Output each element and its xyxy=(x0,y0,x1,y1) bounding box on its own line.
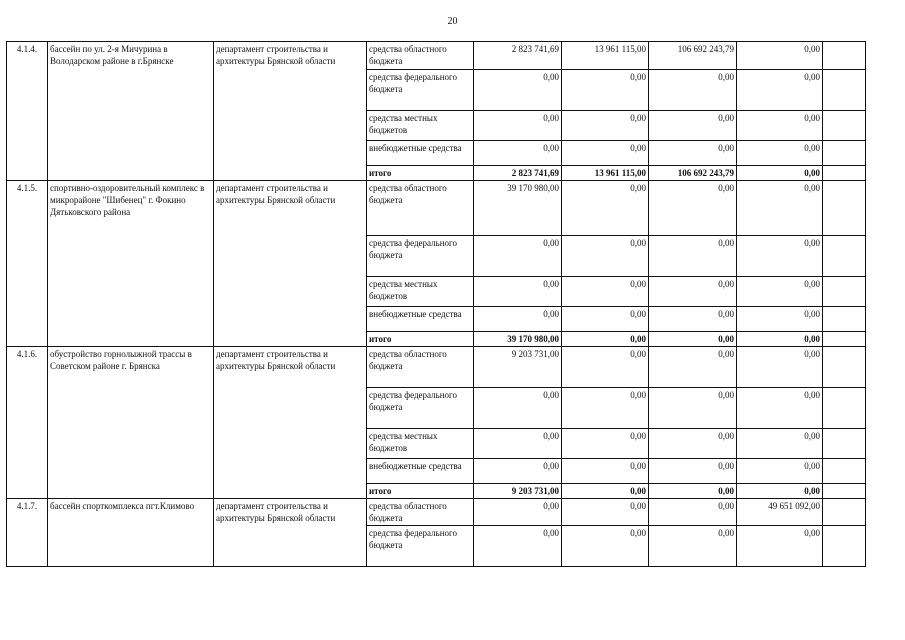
object-name: бассейн по ул. 2-я Мичурина в Володарском районе в г.Брянске xyxy=(48,42,214,181)
value-cell: 0,00 xyxy=(737,484,823,499)
source-label: внебюджетные средства xyxy=(367,141,474,166)
empty-cell xyxy=(823,236,866,277)
value-cell: 0,00 xyxy=(737,347,823,388)
empty-cell xyxy=(823,429,866,459)
value-cell: 0,00 xyxy=(474,429,562,459)
row-index: 4.1.7. xyxy=(7,499,48,567)
executor: департамент строительства и архитектуры Брянской области xyxy=(214,181,367,347)
value-cell: 9 203 731,00 xyxy=(474,484,562,499)
value-cell: 2 823 741,69 xyxy=(474,42,562,70)
empty-cell xyxy=(823,347,866,388)
value-cell: 0,00 xyxy=(649,236,737,277)
value-cell: 0,00 xyxy=(562,141,649,166)
value-cell: 0,00 xyxy=(649,70,737,111)
value-cell: 0,00 xyxy=(474,236,562,277)
empty-cell xyxy=(823,70,866,111)
value-cell: 39 170 980,00 xyxy=(474,332,562,347)
row-index: 4.1.4. xyxy=(7,42,48,181)
empty-cell xyxy=(823,459,866,484)
value-cell: 0,00 xyxy=(649,181,737,236)
value-cell: 0,00 xyxy=(562,332,649,347)
row-index: 4.1.5. xyxy=(7,181,48,347)
value-cell: 0,00 xyxy=(737,181,823,236)
value-cell: 0,00 xyxy=(649,484,737,499)
value-cell: 0,00 xyxy=(562,388,649,429)
value-cell: 0,00 xyxy=(562,111,649,141)
value-cell: 9 203 731,00 xyxy=(474,347,562,388)
source-label: средства местных бюджетов xyxy=(367,429,474,459)
value-cell: 0,00 xyxy=(474,277,562,307)
value-cell: 0,00 xyxy=(562,236,649,277)
empty-cell xyxy=(823,181,866,236)
object-name: спортивно-оздоровительный комплекс в микрорайоне "Шибенец" г. Фокино Дятьковского района xyxy=(48,181,214,347)
value-cell: 0,00 xyxy=(737,429,823,459)
value-cell: 0,00 xyxy=(737,459,823,484)
table-row xyxy=(7,181,866,236)
value-cell: 106 692 243,79 xyxy=(649,42,737,70)
value-cell: 0,00 xyxy=(737,141,823,166)
value-cell: 0,00 xyxy=(737,277,823,307)
source-label: внебюджетные средства xyxy=(367,307,474,332)
empty-cell xyxy=(823,42,866,70)
empty-cell xyxy=(823,332,866,347)
value-cell: 0,00 xyxy=(737,236,823,277)
value-cell: 0,00 xyxy=(649,459,737,484)
source-label: средства федерального бюджета xyxy=(367,526,474,567)
executor: департамент строительства и архитектуры Брянской области xyxy=(214,499,367,567)
source-label: средства областного бюджета xyxy=(367,42,474,70)
source-label: средства областного бюджета xyxy=(367,347,474,388)
value-cell: 0,00 xyxy=(562,70,649,111)
value-cell: 0,00 xyxy=(562,429,649,459)
source-label: внебюджетные средства xyxy=(367,459,474,484)
table-row xyxy=(7,42,866,70)
source-label: итого xyxy=(367,166,474,181)
value-cell: 0,00 xyxy=(737,111,823,141)
value-cell: 0,00 xyxy=(562,499,649,526)
empty-cell xyxy=(823,526,866,567)
value-cell: 0,00 xyxy=(649,388,737,429)
source-label: средства местных бюджетов xyxy=(367,277,474,307)
value-cell: 13 961 115,00 xyxy=(562,42,649,70)
value-cell: 0,00 xyxy=(649,429,737,459)
value-cell: 2 823 741,69 xyxy=(474,166,562,181)
empty-cell xyxy=(823,166,866,181)
value-cell: 0,00 xyxy=(737,332,823,347)
value-cell: 0,00 xyxy=(562,181,649,236)
source-label: средства федерального бюджета xyxy=(367,236,474,277)
value-cell: 13 961 115,00 xyxy=(562,166,649,181)
value-cell: 0,00 xyxy=(737,388,823,429)
source-label: средства местных бюджетов xyxy=(367,111,474,141)
value-cell: 49 651 092,00 xyxy=(737,499,823,526)
value-cell: 0,00 xyxy=(474,70,562,111)
row-index: 4.1.6. xyxy=(7,347,48,499)
empty-cell xyxy=(823,307,866,332)
value-cell: 0,00 xyxy=(649,141,737,166)
value-cell: 0,00 xyxy=(649,332,737,347)
value-cell: 0,00 xyxy=(649,526,737,567)
source-label: средства областного бюджета xyxy=(367,181,474,236)
table-row xyxy=(7,347,866,388)
value-cell: 0,00 xyxy=(737,70,823,111)
source-label: итого xyxy=(367,332,474,347)
value-cell: 0,00 xyxy=(737,166,823,181)
page-number: 20 xyxy=(447,16,458,27)
executor: департамент строительства и архитектуры Брянской области xyxy=(214,42,367,181)
empty-cell xyxy=(823,499,866,526)
value-cell: 0,00 xyxy=(737,526,823,567)
value-cell: 0,00 xyxy=(474,459,562,484)
value-cell: 0,00 xyxy=(737,307,823,332)
value-cell: 0,00 xyxy=(562,459,649,484)
value-cell: 0,00 xyxy=(649,111,737,141)
source-label: средства федерального бюджета xyxy=(367,70,474,111)
empty-cell xyxy=(823,141,866,166)
source-label: средства федерального бюджета xyxy=(367,388,474,429)
value-cell: 0,00 xyxy=(562,484,649,499)
source-label: средства областного бюджета xyxy=(367,499,474,526)
object-name: обустройство горнолыжной трассы в Советском районе г. Брянска xyxy=(48,347,214,499)
source-label: итого xyxy=(367,484,474,499)
value-cell: 0,00 xyxy=(562,307,649,332)
value-cell: 0,00 xyxy=(649,499,737,526)
value-cell: 0,00 xyxy=(474,388,562,429)
empty-cell xyxy=(823,388,866,429)
value-cell: 0,00 xyxy=(649,277,737,307)
value-cell: 39 170 980,00 xyxy=(474,181,562,236)
value-cell: 0,00 xyxy=(649,347,737,388)
value-cell: 0,00 xyxy=(474,526,562,567)
budget-table xyxy=(6,41,866,567)
executor: департамент строительства и архитектуры Брянской области xyxy=(214,347,367,499)
value-cell: 0,00 xyxy=(562,526,649,567)
empty-cell xyxy=(823,277,866,307)
value-cell: 0,00 xyxy=(562,347,649,388)
empty-cell xyxy=(823,111,866,141)
table-row xyxy=(7,499,866,526)
object-name: бассейн спорткомплекса пгт.Климово xyxy=(48,499,214,567)
value-cell: 0,00 xyxy=(649,307,737,332)
value-cell: 0,00 xyxy=(474,499,562,526)
value-cell: 0,00 xyxy=(737,42,823,70)
value-cell: 0,00 xyxy=(474,141,562,166)
value-cell: 0,00 xyxy=(562,277,649,307)
empty-cell xyxy=(823,484,866,499)
value-cell: 106 692 243,79 xyxy=(649,166,737,181)
value-cell: 0,00 xyxy=(474,307,562,332)
value-cell: 0,00 xyxy=(474,111,562,141)
